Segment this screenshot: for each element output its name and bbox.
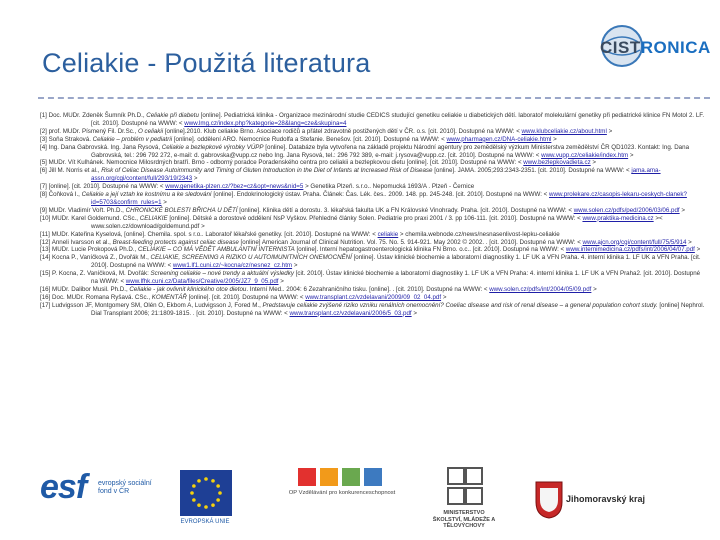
reference-rest: [online].2010. Klub celiakie Brno. Asociace rodičů a přátel zdravotně postižených dětí v ČR. o.s. [cit. 2010]. Dostupné na WWW: <	[163, 127, 522, 135]
reference-link[interactable]: www.lmg.cz/index.php?kategorie=28&lang=cze&skupina=4	[184, 119, 347, 127]
page-title: Celiakie - Použitá literatura	[42, 48, 371, 78]
reference-num: [8]	[40, 191, 49, 199]
reference-link[interactable]: www.solen.cz/pdfs/ped/2006/03/06.pdf	[573, 206, 680, 214]
reference-item	[40, 215, 706, 231]
reference-item	[40, 136, 706, 144]
reference-text: Ludvigsson JF, Montgomery SM, Olén O, Ekbom A, Ludvigsson J, Fored M.,	[52, 301, 263, 309]
reference-rest: [online]. [cit. 2010]. Dostupné na WWW: <	[186, 293, 306, 301]
reference-text: Doc. MUDr. Zdeněk Šumník Ph.D.,	[48, 112, 147, 119]
reference-italic: KOMENTÁŘ	[151, 293, 187, 301]
reference-text: MUDr. Dalibor Musil. Ph.D.,	[52, 285, 130, 293]
eu-star-icon	[211, 503, 215, 507]
reference-num: [13]	[40, 246, 53, 254]
reference-link[interactable]: www.internimedicina.cz/pdfs/int/2006/04/07.pdf	[565, 246, 695, 254]
reference-item	[40, 183, 706, 191]
reference-text: Doc. MUDr. Romana Ryšavá. CSc.,	[52, 293, 152, 301]
reference-rest: [online]. Klinika dětí a dorostu. 3. lékařská fakulta UK a FN Královské Vinohrady. Praha. [cit. 2010]. Dostupné na WWW: <	[237, 206, 574, 214]
eu-star-icon	[204, 477, 208, 481]
reference-tail: >	[694, 246, 701, 254]
reference-tail: >< www.solen.cz/download/goldemund.pdf >	[91, 214, 663, 230]
reference-link[interactable]: celiakie	[377, 230, 399, 238]
reference-tail: >	[161, 198, 167, 206]
reference-rest: [online] American Journal of Clinical Nutrition. Vol. 75. No. 5. 914-921. May 2002 © 2002. . [cit. 2010]. Dostupné na WWW: <	[238, 238, 583, 246]
reference-text: MUDr. Lucie Prokopová Ph.D.,	[52, 246, 139, 254]
reference-rest: [online] Nephrol. Dial Transplant 2006; 21:1809-1815. . [cit. 2010]. Dostupné na WWW: <	[91, 301, 705, 317]
reference-italic: Screening celiakie – nové trendy a aktuální výsledky	[150, 270, 294, 278]
reference-item	[40, 286, 706, 294]
reference-rest: [online]. oddělení ARO. Nemocnice Rudolfa a Stefanie. Benešov. [cit. 2010]. Dostupné na WWW: <	[172, 135, 447, 143]
eu-star-icon	[211, 479, 215, 483]
reference-link[interactable]: www1.lf1.cuni.cz/~kocna/cz/nesnez_cz.htm	[172, 262, 293, 270]
reference-text: MUDr. Vít Kulhánek. Nemocnice Milosrdných bratří. Brno - odborný poradce Poradenského centra pro celiakii a bezlepkovou dietu [online]. [cit. 2010]. Dostupné na WWW: <	[48, 159, 524, 167]
reference-num: [4]	[40, 143, 49, 151]
logo-wordmark-part1: CIST	[600, 38, 641, 57]
eu-star-icon	[218, 491, 222, 495]
eu-star-icon	[192, 498, 196, 502]
reference-rest: [online]. JAMA. 2005;293:2343-2351. [cit. 2010]. Dostupné na WWW: <	[432, 167, 632, 175]
reference-num: [15]	[40, 270, 53, 278]
reference-tail: >	[192, 175, 198, 183]
reference-num: [6]	[40, 167, 49, 175]
reference-tail: >	[590, 159, 597, 167]
reference-link[interactable]: www.transplant.cz/vzdelavani/2006/5_03.pdf	[289, 309, 412, 317]
reference-italic: Risk of Celiac Disease Autoimmunity and Timing of Gluten Introduction in the Diet of Infants at Increased Risk of Disease	[101, 167, 433, 175]
reference-tail: >	[441, 293, 447, 301]
reference-tail: >	[278, 278, 284, 286]
eu-star-icon	[192, 484, 196, 488]
op-caption: OP Vzdělávání pro konkurenceschopnost	[288, 490, 396, 496]
reference-link[interactable]: www.prolekare.cz/casopis-lekaru-ceskych-clanek?id=5703&confirm_rules=1	[91, 191, 687, 206]
esf-logo: esf	[40, 468, 87, 506]
jmk-caption: Jihomoravský kraj	[566, 494, 646, 504]
reference-num: [11]	[40, 230, 52, 238]
reference-italic: Celiakie při diabetu	[146, 112, 199, 119]
reference-text: MUDr. Vladimír Vořt. Ph.D.,	[48, 206, 126, 214]
esf-caption: evropský sociální fond v ČR	[98, 480, 152, 495]
reference-link[interactable]: www.lfhk.cuni.cz/Data/files/Creative/2005/JZ7_9_05.pdf	[125, 278, 279, 286]
reference-link[interactable]: www.bezlepkovadieta.cz	[523, 159, 591, 167]
reference-rest: [online]. Dětské a dorostové oddělení NsP Vyškov. Přehledné články Solen. Pediatrie pro praxi 2001 / 3. pp 106-111. [cit. 2010]. Dostupné na WWW: <	[167, 214, 583, 222]
reference-italic: Celiakie - jak ovlivnit klinického otce dietou	[129, 285, 247, 293]
reference-item	[40, 254, 706, 270]
reference-text: [online]. [cit. 2010]. Dostupné na WWW: <	[48, 183, 166, 191]
eu-star-icon	[216, 498, 220, 502]
reference-item	[40, 167, 706, 183]
reference-rest: [online]. Databáze byla vytvořena na základě projektu Národní agentury pro zemědělský výzkum Ministerstva zemědělství ČR QD1023. Kontakt: Ing. Dana Gabrovská, tel.: 296 792 272, e-mail: d. gabrovska@vupp.cz nebo Ing. Jana Rysová, tel.: 296 792 389, e-mail: j.rysova@vupp.cz. [cit. 2010]. Dostupné na WWW: <	[91, 143, 690, 159]
reference-rest: [online]. Ústav klinické biochemie a laboratorní diagnostiky 1. LF UK a VFN Praha. 4. interní klinika 1. LF UK a VFN Praha. [cit. 2010]. Dostupné na WWW: <	[91, 254, 701, 270]
reference-item	[40, 231, 706, 239]
reference-text: MUDr. Karel Goldemund. CSc.,	[52, 214, 140, 222]
reference-rest: [cit. 2010]. Ústav klinické biochemie a laboratorní diagnostiky 1. LF UK a VFN Praha: 4. interní klinika 1. LF UK a VFN Praha2. [cit. 2010]. Dostupné na WWW: <	[91, 270, 701, 286]
reference-italic: CELIAKIE – CO MÁ VĚDĚT AMBULANTNÍ INTERNISTA	[138, 246, 295, 254]
reference-link[interactable]: jama.ama-assn.org/cgi/content/full/293/19/2343	[91, 167, 661, 183]
reference-rest: [online]. Pediatrická klinika - Organizace mezinárodní studie CEDICS studující genetiku celiakie u diabetických dětí. laboratoř molekulární genetiky při pediatrické klinice FN Motol 2. LF. [cit. 2010]. Dostupné na WWW: <	[91, 112, 705, 127]
reference-rest: [online]. Endokrinologický ústav. Praha. Článek: Čas. Lék. čes.. 2009. 148. pp. 245-248. [cit. 2010]. Dostupné na WWW: <	[211, 191, 550, 199]
reference-text: MUDr. Kateřina Kyselová, [online]. Chemila. spol. s r.o.. Laboratoř lékařské genetiky. [cit. 2010]. Dostupné na WWW: <	[51, 230, 378, 238]
reference-num: [7]	[40, 183, 49, 191]
reference-text: prof. MUDr. Písmený Fil. Dr.Sc.,	[48, 127, 138, 135]
eu-star-icon	[204, 505, 208, 509]
reference-num: [16]	[40, 293, 53, 301]
reference-item	[40, 270, 706, 286]
eu-star-icon	[190, 491, 194, 495]
title-divider	[38, 97, 710, 99]
reference-item	[40, 191, 706, 207]
reference-text: Jill M. Norris et al.,	[48, 167, 102, 175]
reference-italic: Celiakie a bezlepkové výrobky VÚPP	[161, 143, 264, 151]
reference-rest: [online]. Interní hepatogastroenterologická klinika FN Brno. o.c.. [cit. 2010]. Dostupné na WWW: <	[294, 246, 566, 254]
msmt-logo-icon	[446, 466, 484, 508]
reference-italic: CHRONICKÉ BOLESTI BŘICHA U DĚTÍ	[125, 206, 238, 214]
reference-link[interactable]: www.praktika-medicina.cz	[582, 214, 654, 222]
reference-tail: >	[551, 135, 557, 143]
eu-caption: EVROPSKÁ UNIE	[180, 519, 230, 525]
reference-item	[40, 112, 706, 128]
reference-tail: > chemila.webnode.cz/news/nesnasenlivost-lepku-celiakie	[398, 230, 560, 238]
reference-link[interactable]: www.pharmagen.cz/DNA-celiakie.html	[446, 135, 552, 143]
reference-link[interactable]: www.vupp.cz/celiakie/index.htm	[541, 151, 629, 159]
reference-link[interactable]: www.ajcn.org/cgi/content/full/75/5/914	[582, 238, 687, 246]
reference-italic: Celiakie a její vztah ke kostnímu a ke sledování	[81, 191, 212, 199]
reference-num: [1]	[40, 112, 49, 119]
reference-tail: >	[292, 262, 298, 270]
reference-list	[40, 112, 706, 318]
reference-text: Ing. Dana Gabrovská. Ing. Jana Rysová,	[48, 143, 162, 151]
reference-link[interactable]: www.transplant.cz/vzdelavani/2009/09_02_04.pdf	[305, 293, 442, 301]
eu-star-icon	[216, 484, 220, 488]
eu-flag-icon	[180, 470, 232, 516]
reference-italic: Predstavuje celiakie zvýšené riziko vzniku renálních onemocnění? Coeliac disease and risk of renal disease – a general population cohort study.	[262, 301, 658, 309]
reference-link[interactable]: www.genetika-plzen.cz/?bez=cz&opt=news&nid=5	[165, 183, 304, 191]
reference-item	[40, 302, 706, 318]
reference-num: [5]	[40, 159, 49, 167]
reference-italic: Breast-feeding protects against celiac disease	[112, 238, 239, 246]
reference-italic: CELIAKIE	[139, 214, 168, 222]
jmk-crest-icon	[534, 480, 564, 520]
reference-text: Anneli Ivarsson et al.,	[51, 238, 113, 246]
reference-italic: CELIAKIE, SCREENING A RIZIKO U AUTOIMUNITNÍCH ONEMOCNĚNÍ	[150, 254, 352, 262]
reference-text: P. Kocna, Z. Vaníčková, M. Dvořák:	[52, 270, 151, 278]
reference-tail: >	[411, 309, 417, 317]
reference-num: [10]	[40, 214, 53, 222]
eu-star-icon	[197, 479, 201, 483]
reference-item	[40, 294, 706, 302]
reference-item	[40, 128, 706, 136]
reference-item	[40, 159, 706, 167]
reference-text: Kocna P., Vaníčková Z., Dvořák M.,	[52, 254, 151, 262]
reference-item	[40, 144, 706, 160]
reference-num: [16]	[40, 285, 53, 293]
eu-star-icon	[197, 503, 201, 507]
reference-rest: . Interní Med.. 2004: 6 Zezahraničního tisku. [online]. . [cit. 2010]. Dostupné na WWW: <	[246, 285, 490, 293]
reference-tail: >	[679, 206, 685, 214]
reference-tail: >	[591, 285, 597, 293]
reference-text: Čoňková I.,	[48, 191, 82, 199]
reference-text: Soňa Straková.	[48, 135, 93, 143]
reference-num: [9]	[40, 206, 49, 214]
reference-num: [14]	[40, 254, 53, 262]
msmt-caption: MINISTERSTVO ŠKOLSTVÍ, MLÁDEŽE A TĚLOVÝCHOVY	[432, 510, 496, 529]
logo-wordmark	[600, 38, 711, 58]
reference-tail: >	[628, 151, 634, 159]
reference-tail: > Genetika Plzeň. s.r.o.. Nepomucká 1693/A . Plzeň - Černice	[303, 183, 475, 191]
reference-tail: >	[686, 238, 692, 246]
reference-item	[40, 207, 706, 215]
op-logo-icon	[298, 466, 386, 490]
reference-link[interactable]: www.klubceliakie.cz/about.html	[521, 127, 607, 135]
reference-num: [17]	[40, 301, 53, 309]
logo-wordmark-part2: RONICA	[640, 38, 711, 57]
reference-italic: Celiakie – problém v pediatrii	[92, 135, 173, 143]
reference-num: [12]	[40, 238, 52, 246]
reference-italic: O celiakii	[138, 127, 164, 135]
reference-num: [2]	[40, 127, 49, 135]
reference-num: [3]	[40, 135, 49, 143]
reference-link[interactable]: www.solen.cz/pdfs/int/2004/05/09.pdf	[489, 285, 592, 293]
reference-tail: >	[606, 127, 613, 135]
